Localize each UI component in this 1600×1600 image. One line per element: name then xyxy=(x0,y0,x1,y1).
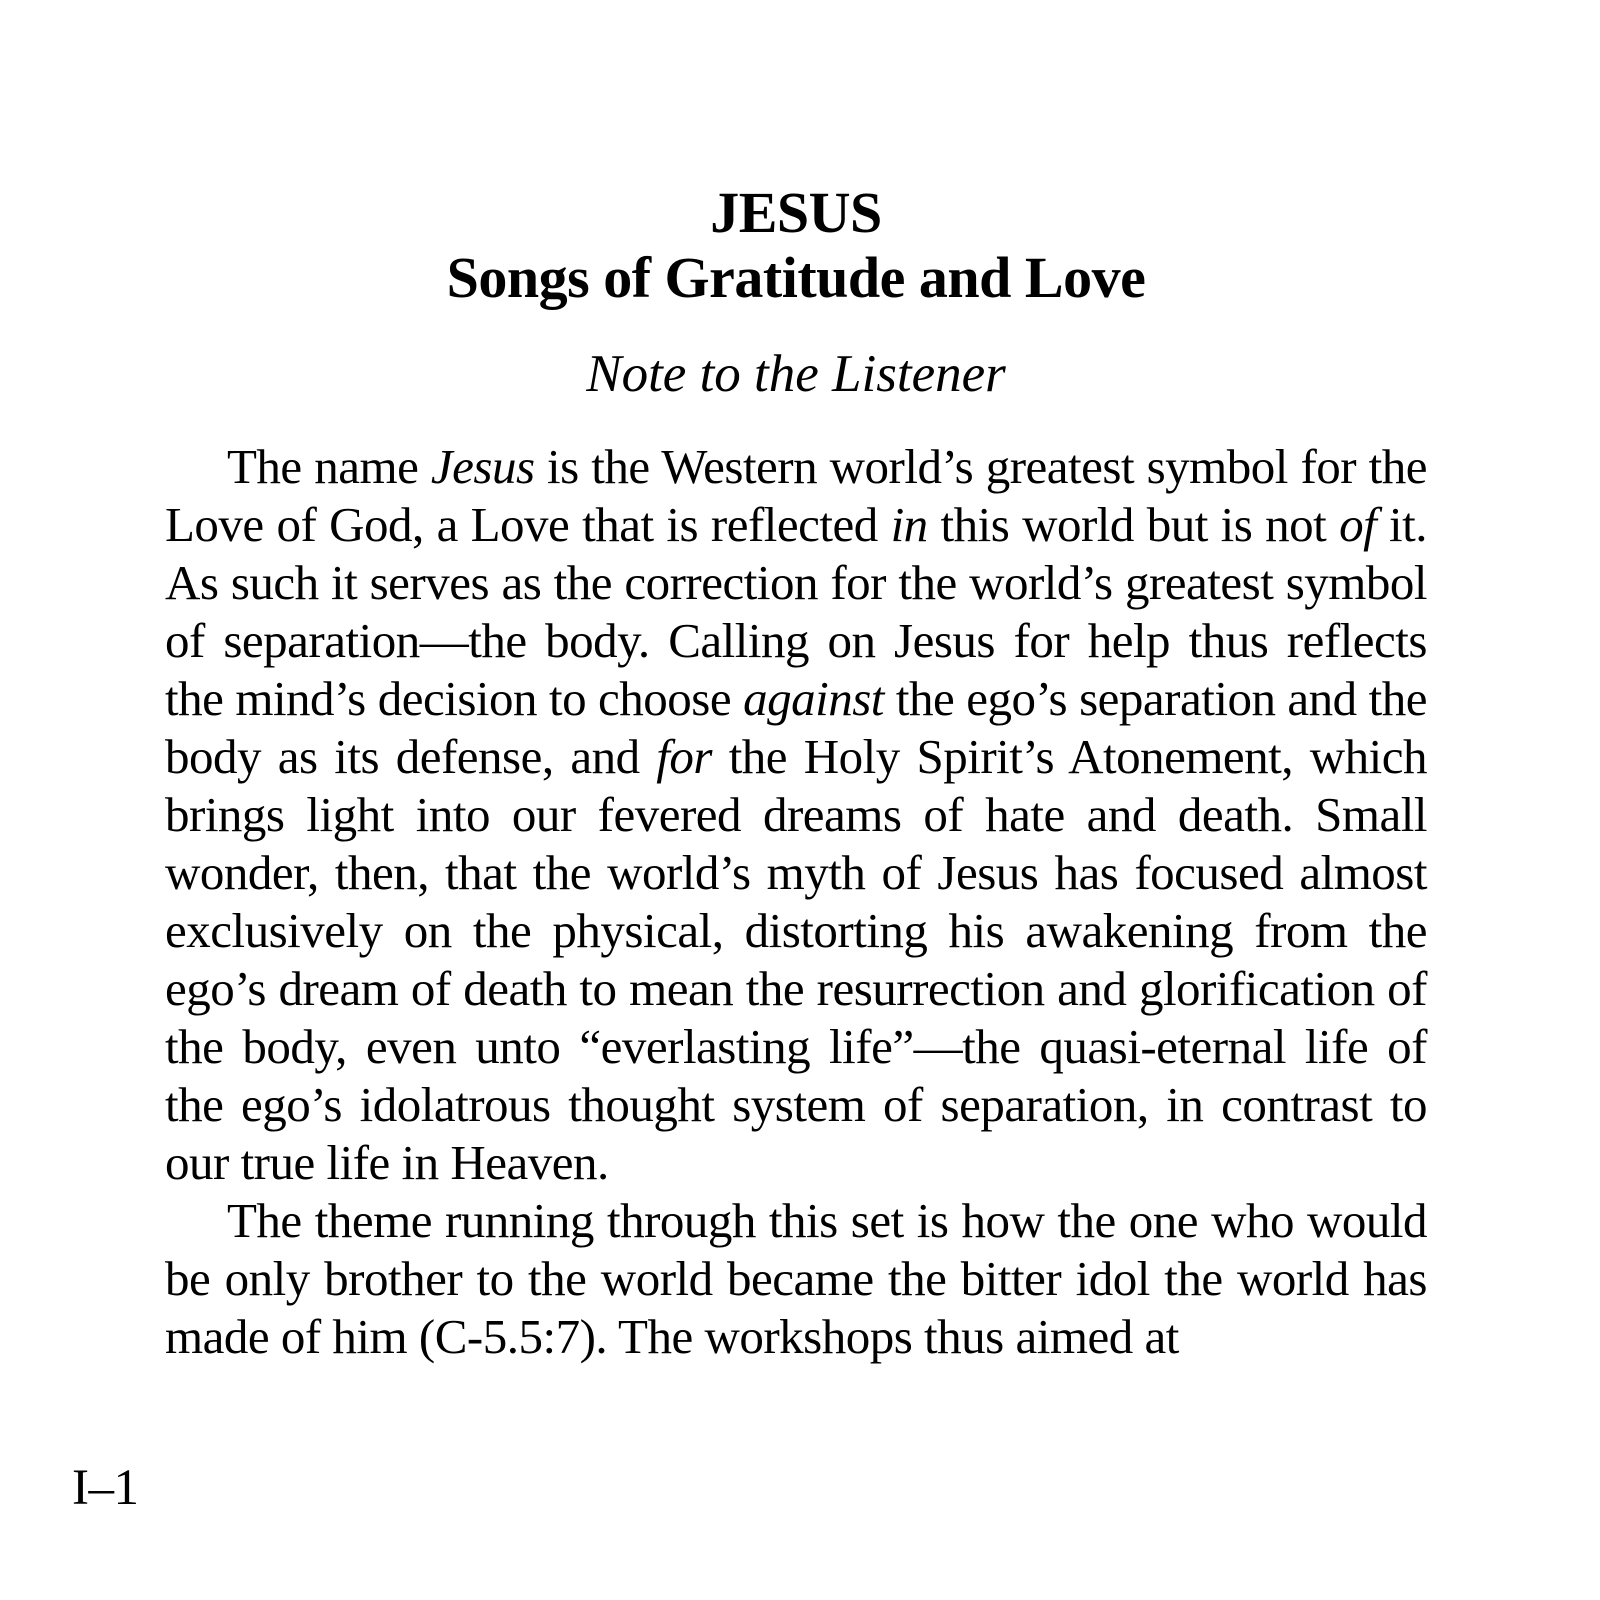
emphasized-text: against xyxy=(743,671,884,726)
body-text xyxy=(165,438,1427,1366)
emphasized-text: of xyxy=(1339,497,1377,552)
text-run: this world but is not xyxy=(927,497,1340,552)
page-subtitle: Note to the Listener xyxy=(586,345,1006,403)
page-title xyxy=(165,180,1427,310)
page-number: I–1 xyxy=(72,1460,139,1516)
text-run: it. As such it serves as the correction for the world’s greatest symbol of separation—the body. Calling on Jesus for help thus reflects the mind’s decision to choose xyxy=(165,497,1427,726)
text-run: is the Western world’s greatest symbol for the Love of God, a Love that is reflected xyxy=(165,439,1427,552)
text-run: The name xyxy=(227,439,431,494)
emphasized-text: in xyxy=(890,497,928,552)
emphasized-text: for xyxy=(656,729,712,784)
title-line-1: JESUS xyxy=(710,180,882,245)
title-line-2: Songs of Gratitude and Love xyxy=(446,245,1146,310)
emphasized-text: Jesus xyxy=(430,439,535,494)
text-column xyxy=(165,0,1427,1366)
text-run: The theme running through this set is how the one who would be only brother to the world became the bitter idol the world has made of him (C-5.5:7). The workshops thus aimed at xyxy=(165,1193,1427,1364)
text-run: the Holy Spirit’s Atonement, which brings light into our fevered dreams of hate and death. Small wonder, then, that the world’s myth of Jesus has focused almost exclusively on the physical, distorting his awakening from the ego’s dream of death to mean the resurrection and glorification of the body, even unto “everlasting life”—the quasi-eternal life of the ego’s idolatrous thought system of separation, in contrast to our true life in Heaven. xyxy=(165,729,1427,1190)
text-run: the ego’s separation and the body as its defense, and xyxy=(165,671,1427,784)
paragraph xyxy=(165,438,1427,1192)
paragraph xyxy=(165,1192,1427,1366)
